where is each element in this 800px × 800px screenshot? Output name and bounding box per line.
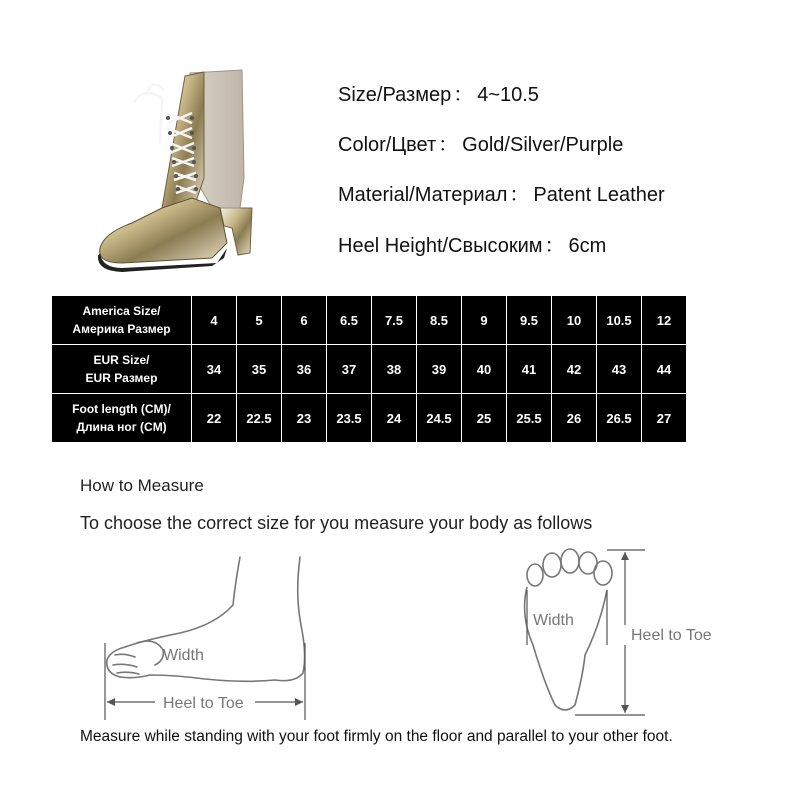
measure-note: Measure while standing with your foot firmly on the floor and parallel to your other foot. [80, 728, 673, 745]
row-header-line: EUR Размер [85, 371, 158, 385]
row-header-line: Америка Размер [72, 322, 171, 336]
spec-heel-height [338, 229, 606, 258]
size-table-cell: 42 [553, 346, 595, 392]
row-header-line: America Size/ [82, 304, 161, 318]
size-table-row-header [53, 395, 190, 441]
size-table-cell: 10 [553, 297, 595, 343]
size-table-cell: 24 [373, 395, 415, 441]
spec-color-sep: ： [438, 134, 459, 156]
size-table-cell: 40 [463, 346, 505, 392]
size-table-cell: 43 [598, 346, 640, 392]
size-table-row [53, 297, 685, 343]
spec-size-label: Size/Размер [338, 84, 452, 106]
size-table-row-header [53, 297, 190, 343]
size-table-cell: 36 [283, 346, 325, 392]
row-header-line: Длина ног (CM) [76, 420, 167, 434]
side-width-label: Width [163, 647, 204, 664]
spec-material-label: Material/Материал [338, 184, 508, 206]
size-table-cell: 38 [373, 346, 415, 392]
size-chart-table [50, 294, 688, 444]
size-table-cell: 39 [418, 346, 460, 392]
boot-product-image [92, 58, 262, 273]
size-table-cell: 10.5 [598, 297, 640, 343]
measure-subtitle: To choose the correct size for you measure your body as follows [80, 513, 593, 533]
spec-color-value: Gold/Silver/Purple [462, 134, 624, 156]
size-table-cell: 23 [283, 395, 325, 441]
size-table-cell: 27 [643, 395, 685, 441]
size-table-cell: 25 [463, 395, 505, 441]
sole-width-label: Width [533, 612, 574, 629]
size-table-cell: 41 [508, 346, 550, 392]
size-table-cell: 6.5 [328, 297, 370, 343]
measure-title: How to Measure [80, 476, 204, 495]
size-table-cell: 44 [643, 346, 685, 392]
size-table-row [53, 346, 685, 392]
size-table-cell: 24.5 [418, 395, 460, 441]
size-table-cell: 12 [643, 297, 685, 343]
size-table-cell: 34 [193, 346, 235, 392]
row-header-line: EUR Size/ [93, 353, 150, 367]
sole-length-label: Heel to Toe [631, 627, 712, 644]
size-table-cell: 9.5 [508, 297, 550, 343]
side-foot-diagram [95, 555, 320, 720]
size-table-cell: 8.5 [418, 297, 460, 343]
size-table-cell: 26 [553, 395, 595, 441]
size-table-cell: 35 [238, 346, 280, 392]
size-table-cell: 23.5 [328, 395, 370, 441]
sole-foot-diagram [515, 545, 740, 720]
spec-size-value: 4~10.5 [477, 84, 539, 106]
size-table-cell: 4 [193, 297, 235, 343]
spec-color-label: Color/Цвет [338, 134, 437, 156]
spec-color [338, 128, 623, 157]
size-table-cell: 37 [328, 346, 370, 392]
size-table-row [53, 395, 685, 441]
spec-material-value: Patent Leather [533, 184, 665, 206]
spec-material [338, 178, 665, 207]
spec-size [338, 78, 539, 107]
side-length-label: Heel to Toe [163, 695, 244, 712]
size-table-cell: 22.5 [238, 395, 280, 441]
spec-size-sep: ： [453, 84, 474, 106]
size-table-cell: 6 [283, 297, 325, 343]
spec-heel-height-value: 6cm [568, 235, 607, 257]
size-table-cell: 22 [193, 395, 235, 441]
row-header-line: Foot length (CM)/ [72, 402, 171, 416]
size-table-row-header [53, 346, 190, 392]
size-table-cell: 25.5 [508, 395, 550, 441]
size-table-cell: 7.5 [373, 297, 415, 343]
size-table-cell: 9 [463, 297, 505, 343]
size-table-cell: 26.5 [598, 395, 640, 441]
size-table-cell: 5 [238, 297, 280, 343]
spec-heel-height-sep: ： [544, 235, 565, 257]
spec-material-sep: ： [509, 184, 530, 206]
spec-heel-height-label: Heel Height/Свысоким [338, 235, 543, 257]
